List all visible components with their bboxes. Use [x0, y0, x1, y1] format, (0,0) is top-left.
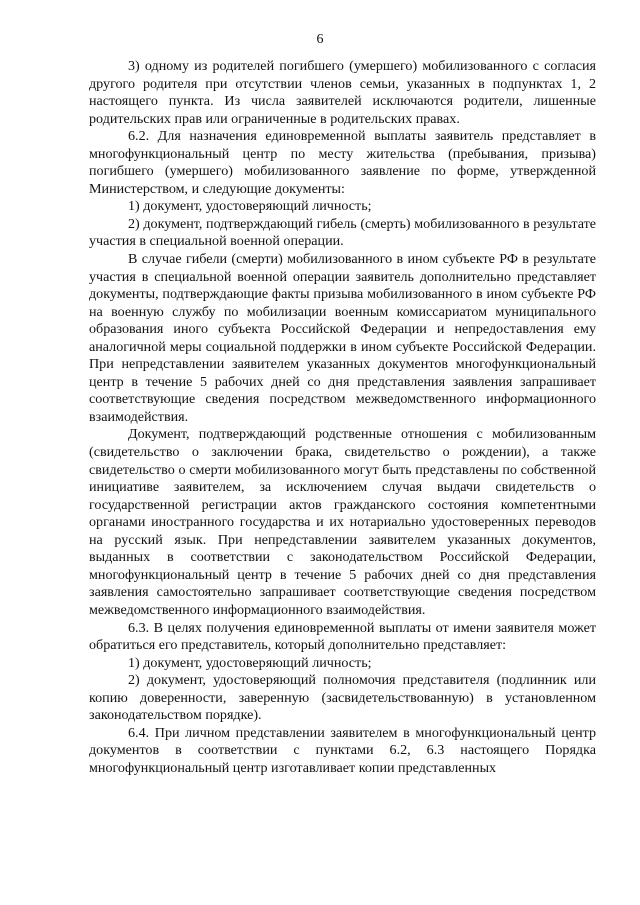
document-body [89, 58, 596, 777]
list-item-representative-identity: 1) документ, удостоверяющий личность; [128, 654, 372, 671]
paragraph-6-4: 6.4. При личном представлении заявителем в многофункциональный центр документов в соответствии с пунктами 6.2, 6.3 настоящего Порядка многофункциональный центр изготавливает копии представленных [89, 724, 596, 776]
paragraph-other-region-case: В случае гибели (смерти) мобилизованного в ином субъекте РФ в результате участия в специальной военной операции заявитель дополнительно представляет документы, подтверждающие факты призыва мобилизованного в ином субъекте РФ на военную службу по мобилизации военным комиссариатом муниципального образования иного субъекта Российской Федерации и непредоставления ему аналогичной меры социальной поддержки в ином субъекте Российской Федерации. При непредставлении заявителем указанных документов многофункциональный центр в течение 5 рабочих дней со дня представления заявления запрашивает соответствующие сведения посредством межведомственного информационного взаимодействия. [89, 251, 596, 425]
list-item-power-of-attorney: 2) документ, удостоверяющий полномочия представителя (подлинник или копию доверенности, заверенную (засвидетельствованную) в установленном законодательством порядке). [89, 672, 596, 724]
paragraph-6-3: 6.3. В целях получения единовременной выплаты от имени заявителя может обратиться его представитель, который дополнительно представляет: [89, 619, 596, 654]
page-number: 6 [316, 32, 324, 47]
list-item-death-document: 2) документ, подтверждающий гибель (смерть) мобилизованного в результате участия в специальной военной операции. [89, 215, 596, 250]
paragraph-kinship-document: Документ, подтверждающий родственные отношения с мобилизованным (свидетельство о заключении брака, свидетельство о рождении), а также свидетельство о смерти мобилизованного могут быть представлены по собственной инициативе заявителем, за исключением случая выдачи свидетельств о государственной регистрации актов гражданского состояния компетентными органами иностранного государства и их нотариально удостоверенных переводов на русский язык. При непредставлении заявителем указанных документов, выданных в соответствии с законодательством Российской Федерации, многофункциональный центр в течение 5 рабочих дней со дня представления заявления самостоятельно запрашивает соответствующие сведения посредством межведомственного информационного взаимодействия. [89, 426, 596, 618]
paragraph-6-2: 6.2. Для назначения единовременной выплаты заявитель представляет в многофункциональный центр по месту жительства (пребывания, призыва) погибшего (умершего) мобилизованного заявление по форме, утвержденной Министерством, и следующие документы: [89, 128, 596, 197]
list-item-identity-document: 1) документ, удостоверяющий личность; [128, 198, 372, 215]
paragraph-3-parents: 3) одному из родителей погибшего (умершего) мобилизованного с согласия другого родителя при отсутствии членов семьи, указанных в подпунктах 1, 2 настоящего пункта. Из числа заявителей исключаются родители, лишенные родительских прав или ограниченные в родительских правах. [89, 58, 596, 127]
